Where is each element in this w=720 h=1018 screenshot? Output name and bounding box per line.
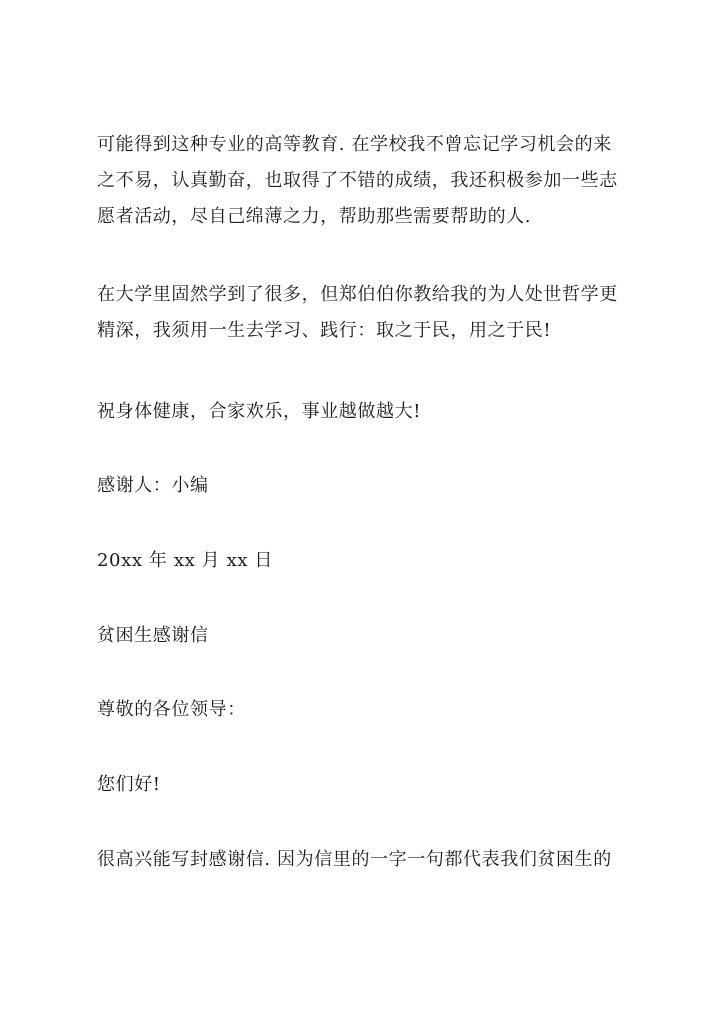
closing-wishes bbox=[97, 394, 637, 430]
text-line: 可能得到这种专业的高等教育. 在学校我不曾忘记学习机会的来 bbox=[97, 134, 612, 155]
text-line: 在大学里固然学到了很多，但郑伯伯你教给我的为人处世哲学更 bbox=[97, 284, 618, 305]
text-line: 贫困生感谢信 bbox=[97, 625, 209, 646]
text-line: 祝身体健康，合家欢乐，事业越做越大! bbox=[97, 401, 422, 422]
signature-line bbox=[97, 468, 637, 504]
letter-title bbox=[97, 618, 637, 654]
paragraph-university-learning bbox=[97, 277, 637, 349]
text-line: 感谢人：小编 bbox=[97, 475, 209, 496]
paragraph-gratitude-education bbox=[97, 127, 637, 235]
paragraph-letter-opening bbox=[97, 842, 637, 878]
date-line bbox=[97, 543, 637, 579]
text-line: 精深，我须用一生去学习、践行：取之于民，用之于民! bbox=[97, 320, 552, 341]
salutation-line bbox=[97, 692, 637, 728]
text-line: 愿者活动，尽自己绵薄之力，帮助那些需要帮助的人. bbox=[97, 206, 532, 227]
text-line: 20xx 年 xx 月 xx 日 bbox=[97, 550, 274, 571]
text-line: 之不易，认真勤奋，也取得了不错的成绩，我还积极参加一些志 bbox=[97, 170, 618, 191]
text-line: 很高兴能写封感谢信. 因为信里的一字一句都代表我们贫困生的 bbox=[97, 849, 612, 870]
text-line: 您们好! bbox=[97, 774, 161, 795]
greeting-line bbox=[97, 767, 637, 803]
text-line: 尊敬的各位领导： bbox=[97, 699, 246, 720]
